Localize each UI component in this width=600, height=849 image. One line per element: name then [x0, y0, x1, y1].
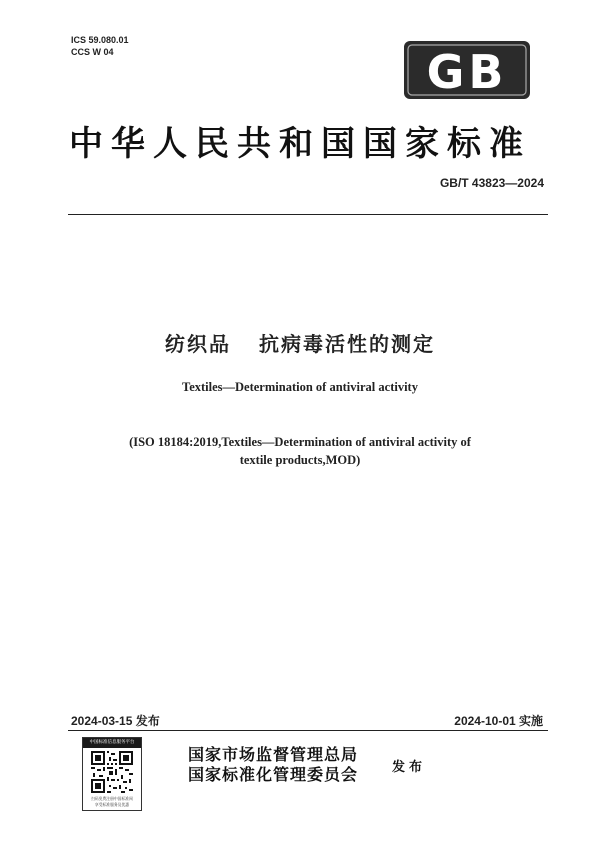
- english-title: Textiles—Determination of antiviral activity: [182, 380, 418, 394]
- iso-reference-line2: textile products,MOD): [239, 453, 361, 467]
- chinese-title-part1: 纺织品: [165, 332, 231, 356]
- classification-codes: [71, 34, 129, 58]
- gb-logo-mark: [403, 40, 531, 100]
- qr-header: 中国标准信息服务平台: [83, 738, 141, 748]
- implement-date: 2024-10-01 实施: [454, 714, 543, 728]
- iso-reference: [90, 433, 510, 469]
- iso-reference-line1: (ISO 18184:2019,Textiles—Determination of antiviral activity of: [129, 435, 471, 449]
- authority-sac: 国家标准化管理委员会: [188, 765, 359, 784]
- qr-code-icon: [91, 751, 133, 793]
- qr-caption: [83, 796, 141, 807]
- gb-logo-text: GB: [426, 45, 508, 99]
- chinese-title-part2: 抗病毒活性的测定: [259, 332, 435, 356]
- issuing-authorities: [188, 745, 358, 785]
- masthead-title: 中华人民共和国国家标准: [69, 124, 531, 164]
- qr-code-block[interactable]: [82, 737, 142, 811]
- ics-code: ICS 59.080.01: [71, 35, 129, 45]
- chinese-title: [0, 328, 600, 357]
- top-divider: [68, 214, 548, 215]
- issue-label: 发布: [392, 760, 427, 775]
- bottom-divider: [68, 730, 548, 731]
- standard-number: GB/T 43823—2024: [439, 176, 544, 190]
- ccs-code: CCS W 04: [71, 47, 114, 57]
- publish-date: 2024-03-15 发布: [71, 714, 160, 728]
- qr-caption-line1: 扫码免费注册中国标准网: [91, 796, 133, 801]
- authority-samr: 国家市场监督管理总局: [188, 745, 359, 764]
- qr-caption-line2: 享受标准服务及优惠: [94, 801, 130, 807]
- gb-logo: [403, 40, 531, 100]
